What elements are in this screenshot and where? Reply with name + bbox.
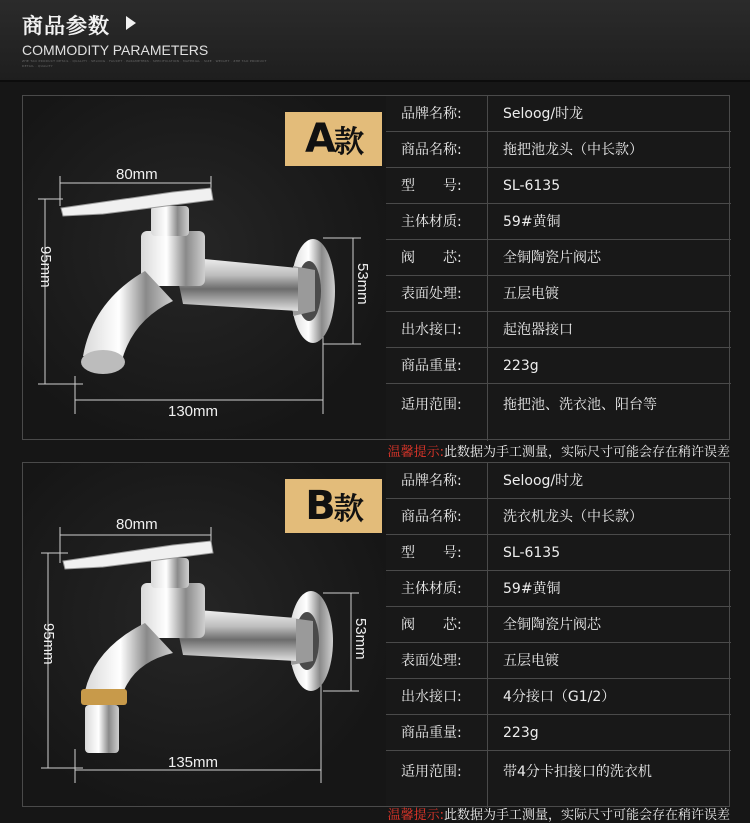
spec-label: 出水接口: xyxy=(386,679,488,714)
badge-letter: A xyxy=(305,116,334,162)
spec-label: 商品名称: xyxy=(386,499,488,534)
spec-label: 型 号: xyxy=(386,168,488,203)
spec-value: 223g xyxy=(503,358,539,374)
note-text: 此数据为手工测量，实际尺寸可能会存在稍许误差 xyxy=(443,445,730,460)
section-header xyxy=(0,0,750,82)
spec-value: Seloog/时龙 xyxy=(503,473,584,489)
spec-value: 带4分卡扣接口的洗衣机 xyxy=(503,764,652,780)
note-label: 温馨提示: xyxy=(387,445,444,460)
spec-label: 适用范围: xyxy=(386,751,488,808)
model-badge-b xyxy=(285,479,382,533)
dim-height-b: 95mm xyxy=(40,623,57,665)
dim-length-b: 135mm xyxy=(168,754,219,771)
note-text: 此数据为手工测量，实际尺寸可能会存在稍许误差 xyxy=(443,808,730,823)
dim-width-a: 80mm xyxy=(116,166,158,183)
spec-value: 五层电镀 xyxy=(503,653,559,669)
measurement-note-b xyxy=(388,804,730,823)
spec-row xyxy=(386,571,731,607)
spec-label: 主体材质: xyxy=(386,571,488,606)
dim-flange-a: 53mm xyxy=(354,263,371,305)
spec-row xyxy=(386,240,731,276)
spec-row xyxy=(386,204,731,240)
spec-row xyxy=(386,751,731,808)
spec-label: 表面处理: xyxy=(386,276,488,311)
spec-value: 223g xyxy=(503,725,539,741)
spec-label: 商品重量: xyxy=(386,715,488,750)
spec-label: 阀 芯: xyxy=(386,240,488,275)
spec-value: 全铜陶瓷片阀芯 xyxy=(503,250,601,266)
spec-value: 拖把池龙头（中长款） xyxy=(503,142,643,158)
spec-row xyxy=(386,168,731,204)
decorative-small-text: ZHE TAO PRODUCT DETAIL · QUALITY · SELOOG · FAUCET · PARAMETERS · SPECIFICATION · MATERIAL · SIZE · WEIGHT · ZHE TAO PRODUCT DETAIL · QUALITY xyxy=(22,59,267,68)
spec-value: 全铜陶瓷片阀芯 xyxy=(503,617,601,633)
spec-label: 主体材质: xyxy=(386,204,488,239)
spec-row xyxy=(386,679,731,715)
product-panel-b xyxy=(22,462,730,807)
spec-label: 品牌名称: xyxy=(386,463,488,498)
header-divider xyxy=(0,80,750,82)
dim-flange-b: 53mm xyxy=(352,618,369,660)
spec-value: 59#黄铜 xyxy=(503,214,561,230)
spec-row xyxy=(386,643,731,679)
dim-length-a: 130mm xyxy=(168,403,219,420)
spec-value: Seloog/时龙 xyxy=(503,106,584,122)
badge-word: 款 xyxy=(333,492,362,527)
badge-word: 款 xyxy=(333,125,362,160)
spec-label: 商品名称: xyxy=(386,132,488,167)
spec-row xyxy=(386,348,731,384)
spec-label: 阀 芯: xyxy=(386,607,488,642)
spec-value: 59#黄铜 xyxy=(503,581,561,597)
spec-row xyxy=(386,499,731,535)
product-panel-a xyxy=(22,95,730,440)
spec-label: 品牌名称: xyxy=(386,96,488,131)
spec-row xyxy=(386,96,731,132)
spec-row xyxy=(386,312,731,348)
spec-value: SL-6135 xyxy=(503,545,561,561)
spec-label: 商品重量: xyxy=(386,348,488,383)
spec-value: 拖把池、洗衣池、阳台等 xyxy=(503,397,657,413)
spec-label: 型 号: xyxy=(386,535,488,570)
spec-row xyxy=(386,463,731,499)
section-subtitle: COMMODITY PARAMETERS xyxy=(22,42,209,58)
product-image-a xyxy=(23,96,386,439)
triangle-arrow-icon xyxy=(126,16,136,30)
spec-row xyxy=(386,715,731,751)
spec-value: 4分接口（G1/2） xyxy=(503,689,616,705)
spec-value: 起泡器接口 xyxy=(503,322,573,338)
spec-value: 五层电镀 xyxy=(503,286,559,302)
badge-letter: B xyxy=(305,483,334,529)
spec-label: 表面处理: xyxy=(386,643,488,678)
section-title: 商品参数 xyxy=(22,14,110,38)
dim-height-a: 95mm xyxy=(37,246,54,288)
spec-row xyxy=(386,535,731,571)
spec-row xyxy=(386,276,731,312)
spec-row xyxy=(386,132,731,168)
model-badge-a xyxy=(285,112,382,166)
spec-row xyxy=(386,607,731,643)
note-label: 温馨提示: xyxy=(387,808,444,823)
product-image-b xyxy=(23,463,386,806)
spec-value: 洗衣机龙头（中长款） xyxy=(503,509,643,525)
spec-row xyxy=(386,384,731,441)
dim-width-b: 80mm xyxy=(116,516,158,533)
spec-label: 出水接口: xyxy=(386,312,488,347)
spec-table-b xyxy=(386,463,731,806)
measurement-note-a xyxy=(388,441,730,460)
spec-label: 适用范围: xyxy=(386,384,488,441)
spec-value: SL-6135 xyxy=(503,178,561,194)
spec-table-a xyxy=(386,96,731,439)
